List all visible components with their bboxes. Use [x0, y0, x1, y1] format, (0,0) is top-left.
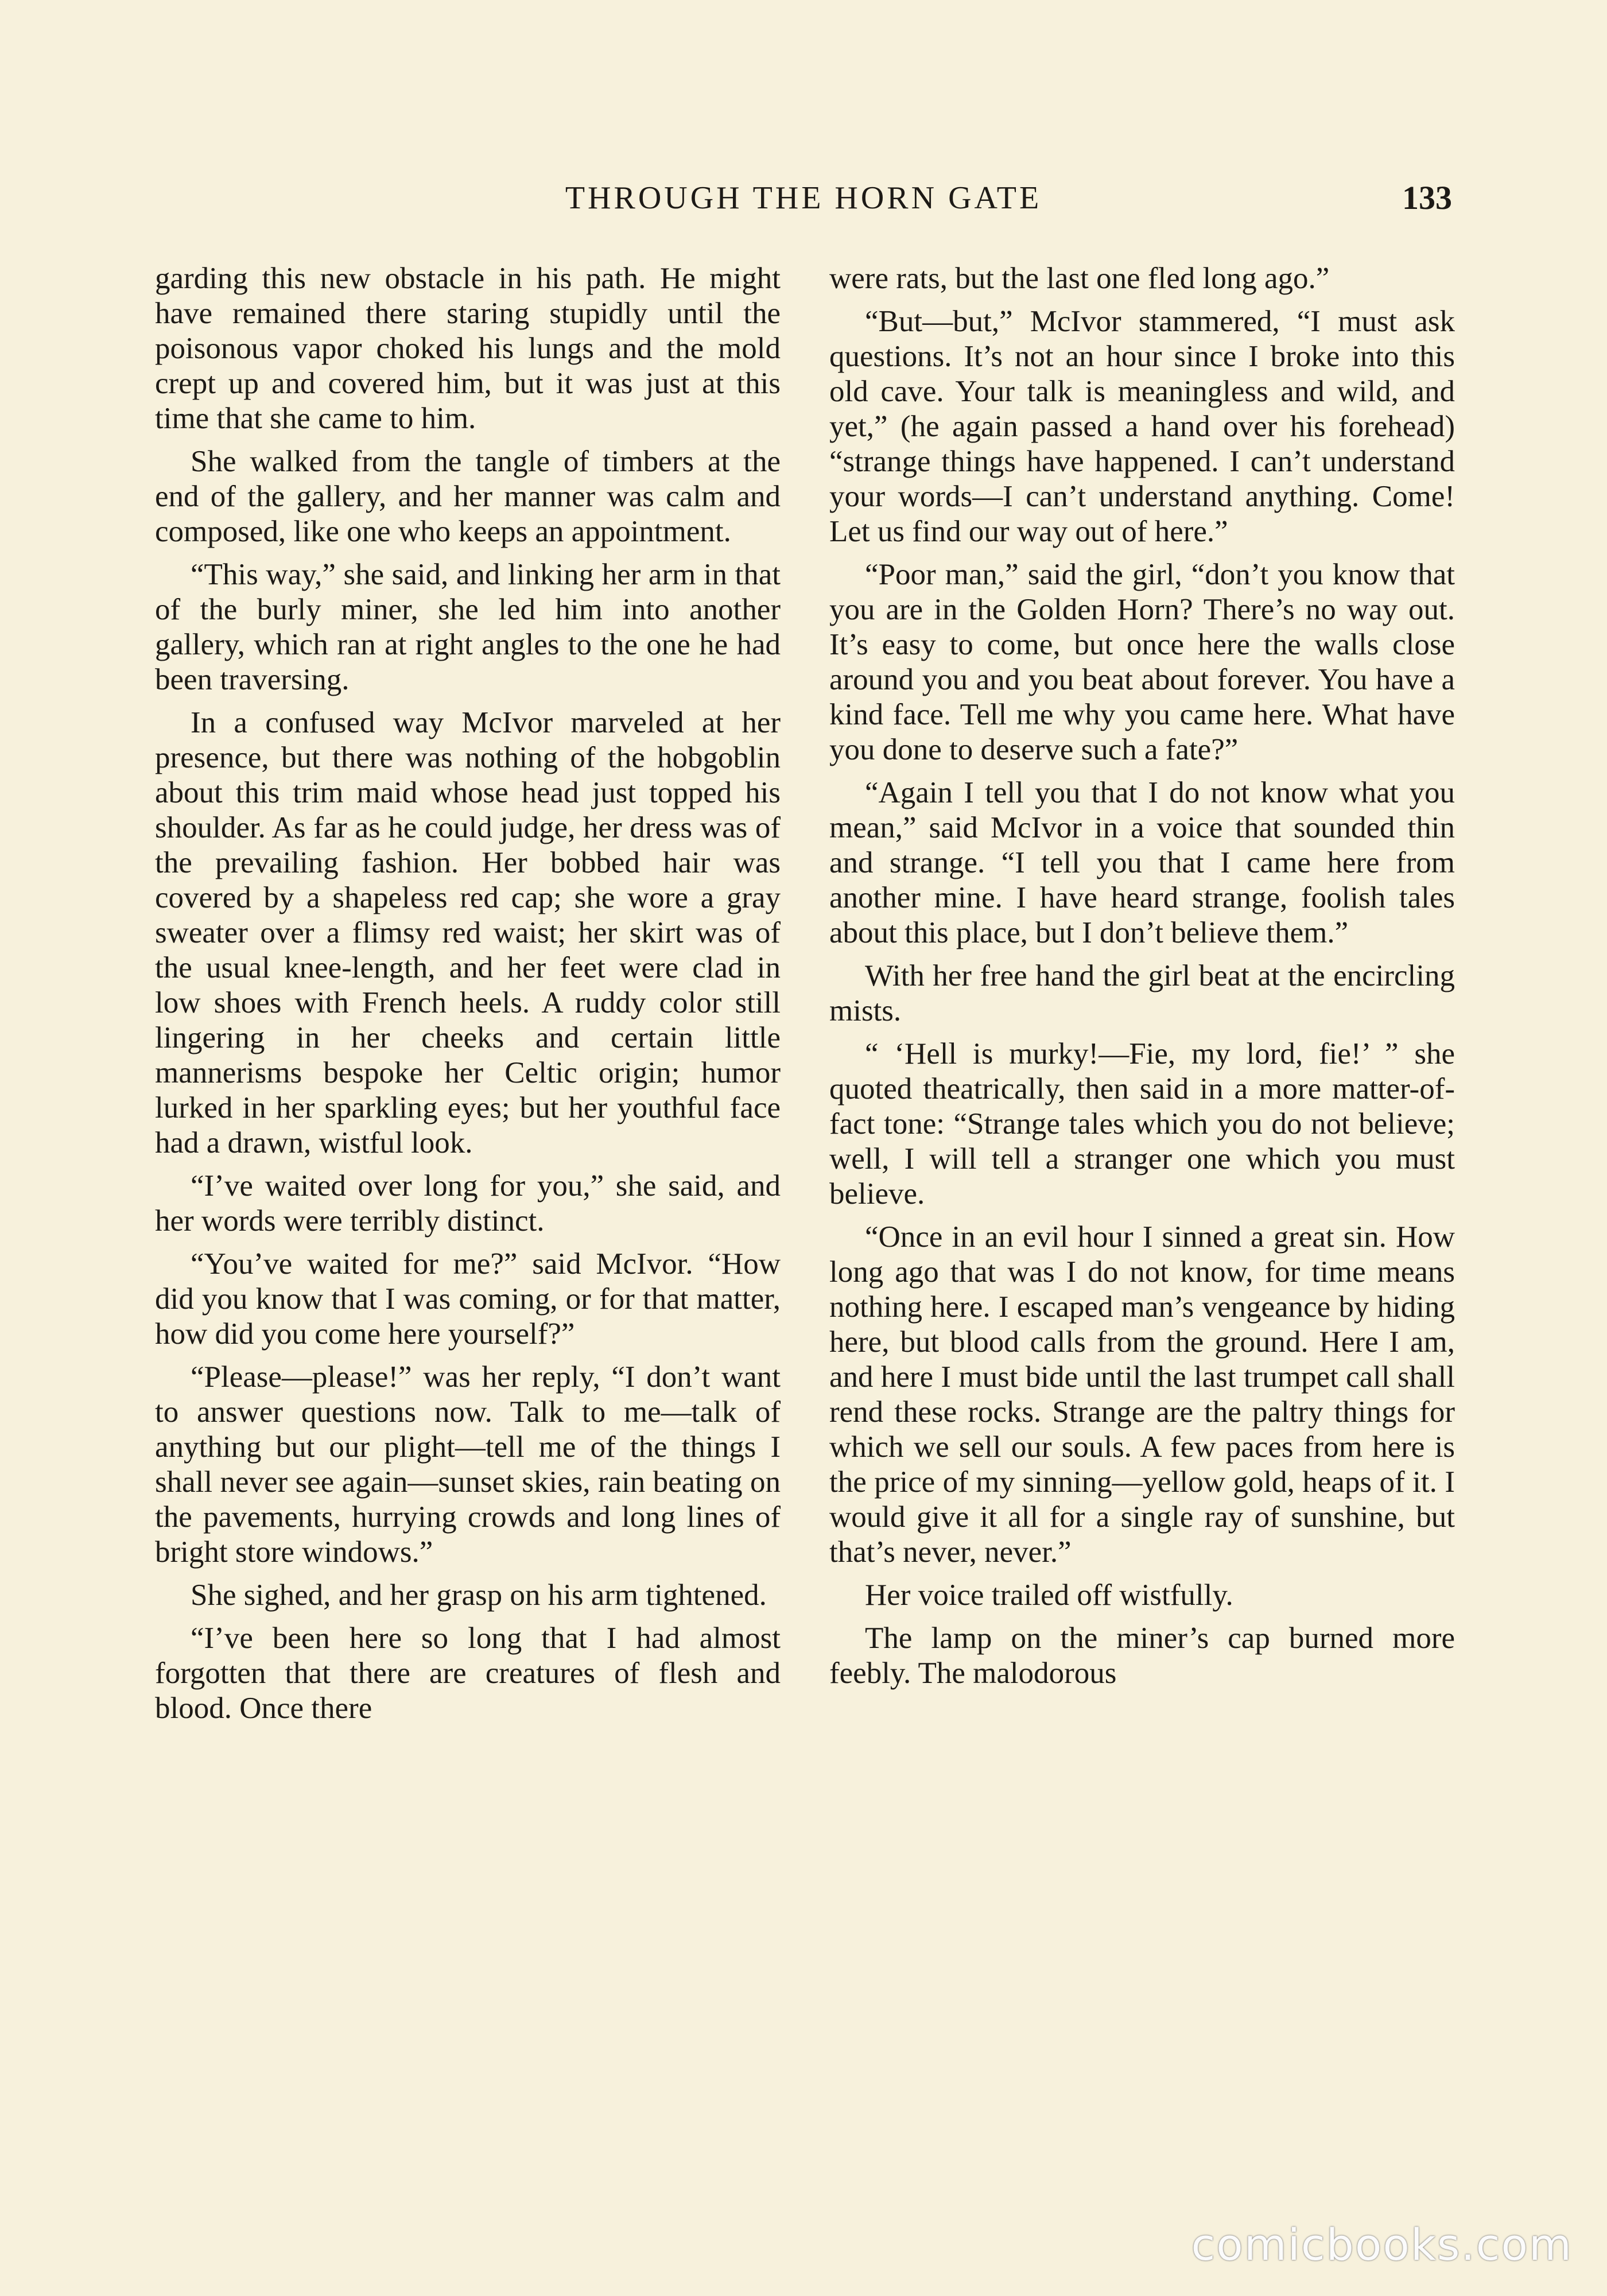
paragraph: “But—but,” McIvor stammered, “I must ask questions. It’s not an hour since I broke into this old cave. Your talk is meaningless and wild, and yet,” (he again passed a hand over his forehead) “strange things have happened. I can’t understand your words—I can’t understand anything. Come! Let us find our way out of here.”	[829, 305, 1455, 548]
running-head	[155, 172, 1452, 224]
paragraph: garding this new obstacle in his path. He might have remained there staring stupidly until the poisonous vapor choked his lungs and the mold crept up and covered him, but it was just at this time that she came to him.	[155, 262, 781, 435]
paragraph: The lamp on the miner’s cap burned more feebly. The malodorous	[829, 1622, 1455, 1690]
paragraph: She sighed, and her grasp on his arm tightened.	[191, 1578, 767, 1612]
running-title: THROUGH THE HORN GATE	[565, 180, 1042, 216]
paragraph: “ ‘Hell is murky!—Fie, my lord, fie!’ ” she quoted theatrically, then said in a more matter-of-fact tone: “Strange tales which you do not believe; well, I will tell a stranger one which you must believe.	[829, 1037, 1455, 1211]
paragraph: With her free hand the girl beat at the encircling mists.	[829, 959, 1455, 1027]
paragraph: “I’ve been here so long that I had almost forgotten that there are creatures of flesh and blood. Once there	[155, 1622, 781, 1725]
paragraph: Her voice trailed off wistfully.	[865, 1578, 1233, 1612]
left-column	[155, 261, 781, 1734]
paragraph: “Poor man,” said the girl, “don’t you know that you are in the Golden Horn? There’s no way out. It’s easy to come, but once here the walls close around you and you beat about forever. You have a kind face. Tell me why you came here. What have you done to deserve such a fate?”	[829, 558, 1455, 766]
paragraph: “You’ve waited for me?” said McIvor. “How did you know that I was coming, or for that matter, how did you come here yourself?”	[155, 1247, 781, 1351]
paragraph: She walked from the tangle of timbers at the end of the gallery, and her manner was calm and composed, like one who keeps an appointment.	[155, 445, 781, 548]
paragraph: “I’ve waited over long for you,” she said, and her words were terribly distinct.	[155, 1169, 781, 1238]
paragraph: “This way,” she said, and linking her arm in that of the burly miner, she led him into another gallery, which ran at right angles to the one he had been traversing.	[155, 558, 781, 696]
paragraph: were rats, but the last one fled long ago.”	[829, 262, 1330, 295]
paragraph: “Please—please!” was her reply, “I don’t want to answer questions now. Talk to me—talk of anything but our plight—tell me of the things I shall never see again—sunset skies, rain beating on the pavements, hurrying crowds and long lines of bright store windows.”	[155, 1360, 781, 1569]
paragraph: In a confused way McIvor marveled at her presence, but there was nothing of the hobgoblin about this trim maid whose head just topped his shoulder. As far as he could judge, her dress was of the prevailing fashion. Her bobbed hair was covered by a shapeless red cap; she wore a gray sweater over a flimsy red waist; her skirt was of the usual knee-length, and her feet were clad in low shoes with French heels. A ruddy color still lingering in her cheeks and certain little mannerisms bespoke her Celtic origin; humor lurked in her sparkling eyes; but her youthful face had a drawn, wistful look.	[155, 706, 781, 1159]
paragraph: “Once in an evil hour I sinned a great sin. How long ago that was I do not know, for time means nothing here. I escaped man’s vengeance by hiding here, but blood calls from the ground. Here I am, and here I must bide until the last trumpet call shall rend these rocks. Strange are the paltry things for which we sell our souls. A few paces from here is the price of my sinning—yellow gold, heaps of it. I would give it all for a single ray of sunshine, but that’s never, never.”	[829, 1220, 1455, 1569]
site-watermark: comicbooks.com	[1191, 2219, 1573, 2270]
paragraph: “Again I tell you that I do not know what you mean,” said McIvor in a voice that sounded thin and strange. “I tell you that I came here from another mine. I have heard strange, foolish tales about this place, but I don’t believe them.”	[829, 776, 1455, 949]
page-number: 133	[1402, 179, 1452, 216]
right-column	[829, 261, 1455, 1699]
